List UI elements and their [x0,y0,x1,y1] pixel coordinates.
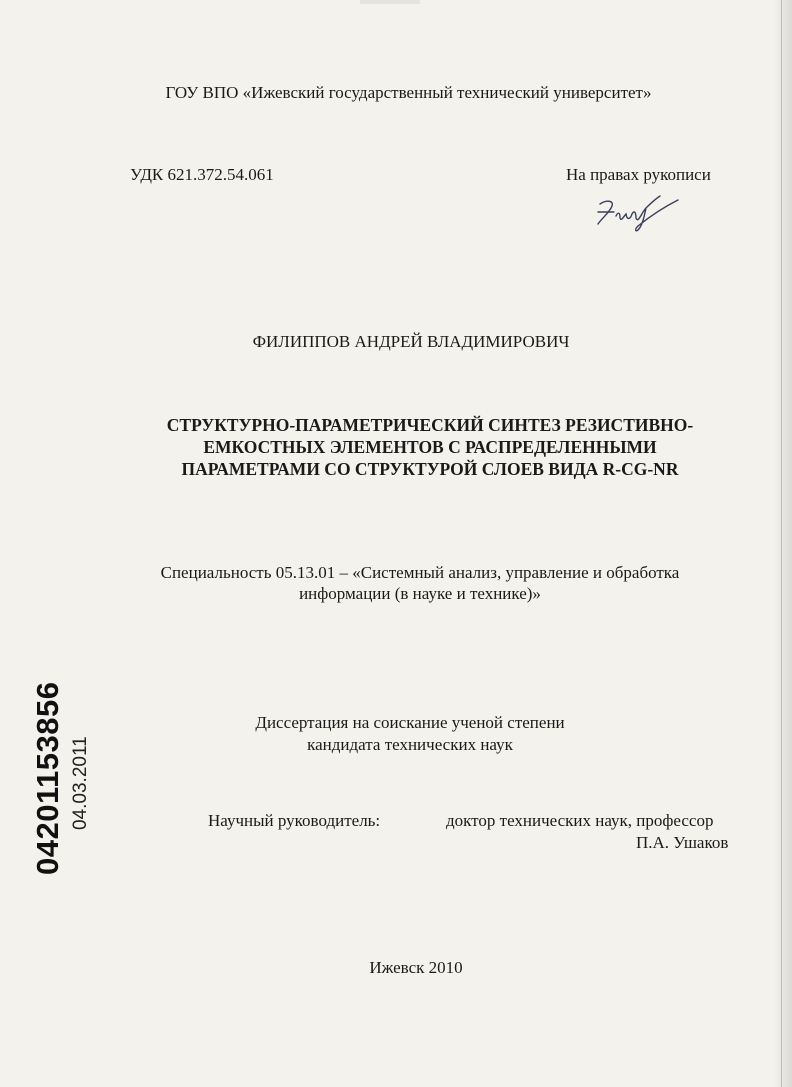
page-edge-line [781,0,782,1087]
stamp-date: 04.03.2011 [70,736,91,830]
library-stamp [10,630,100,880]
manuscript-rights: На правах рукописи [566,165,711,184]
udk-code: УДК 621.372.54.061 [130,165,274,184]
stamp-number: 04201153856 [30,681,65,875]
supervisor-name: П.А. Ушаков [636,833,729,852]
degree-line: кандидата технических наук [307,735,513,754]
title-line: СТРУКТУРНО-ПАРАМЕТРИЧЕСКИЙ СИНТЕЗ РЕЗИСТИВНО- [166,415,694,435]
degree-statement [150,712,670,756]
dissertation-title [110,414,750,480]
supervisor-label: Научный руководитель: [208,811,381,830]
signature-icon [592,190,682,235]
author-name: ФИЛИППОВ АНДРЕЙ ВЛАДИМИРОВИЧ [252,332,570,351]
supervisor-degree: доктор технических наук, профессор [446,811,714,830]
university-name: ГОУ ВПО «Ижевский государственный технический университет» [165,83,652,102]
degree-line: Диссертация на соискание ученой степени [255,713,565,732]
specialty-line: Специальность 05.13.01 – «Системный анализ, управление и обработка [160,563,680,582]
scan-mark [360,0,420,4]
specialty [120,562,720,604]
city-year: Ижевск 2010 [369,958,463,977]
title-line: ЕМКОСТНЫХ ЭЛЕМЕНТОВ С РАСПРЕДЕЛЕННЫМИ [203,437,657,457]
page-edge-shadow [774,0,792,1087]
title-line: ПАРАМЕТРАМИ СО СТРУКТУРОЙ СЛОЕВ ВИДА R-CG-NR [181,459,679,479]
specialty-line: информации (в науке и технике)» [299,584,541,603]
